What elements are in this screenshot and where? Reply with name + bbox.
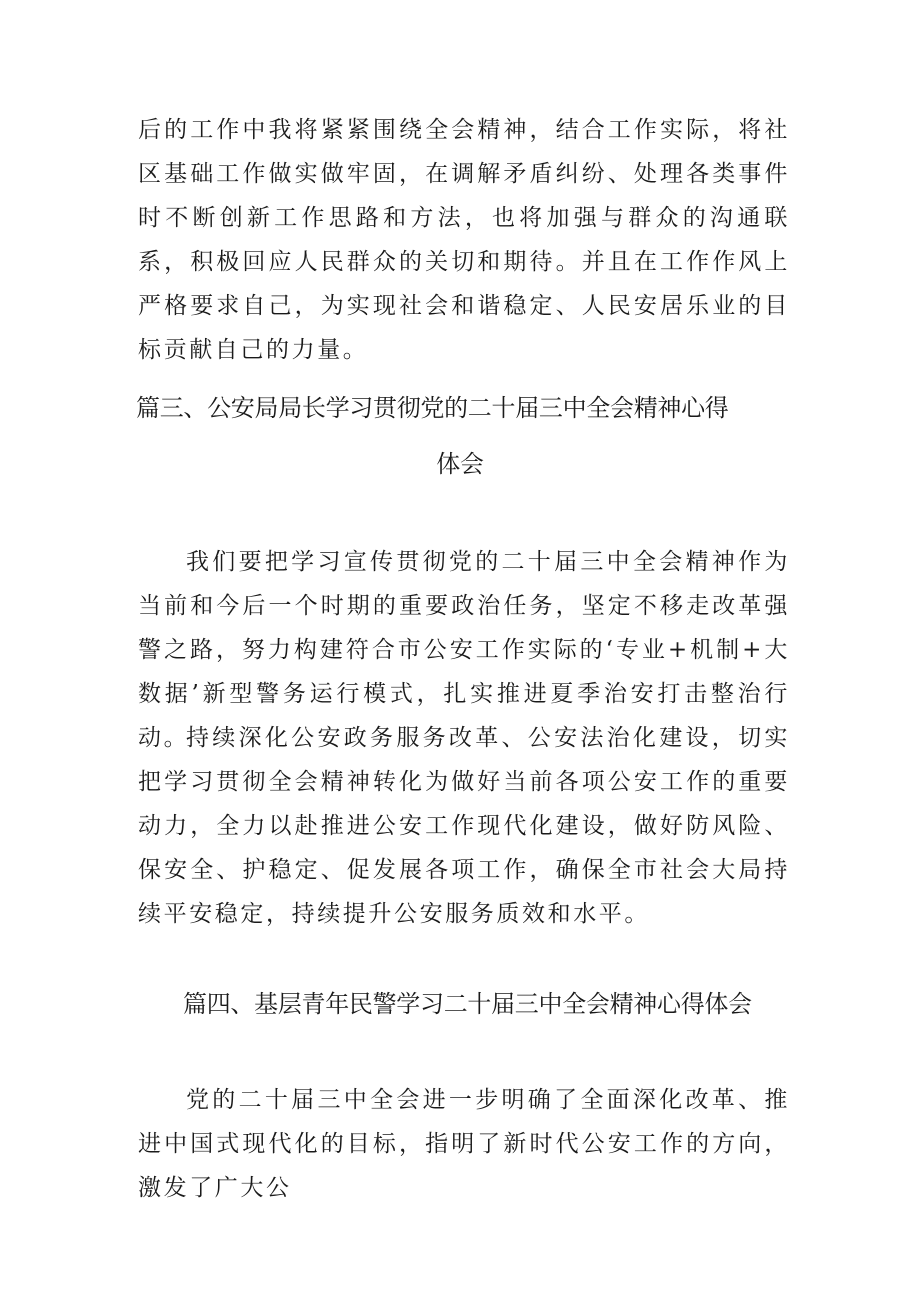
body-paragraph: 党的二十届三中全会进一步明确了全面深化改革、推进中国式现代化的目标，指明了新时代公安工作的方向，激发了广大公 — [138, 1087, 790, 1201]
body-paragraph: 持续深化公安政务服务改革、公安法治化建设，切实把学习贯彻全会精神转化为做好当前各项公安工作的重要动力，全力以赴推进公安工作现代化建设，做好防风险、保安全、护稳定、促发展各项工作，确保全市社会大局持续平安稳定，持续提升公安服务质效和水平。 — [138, 725, 790, 927]
body-paragraph: 我们要把学习宣传贯彻党的二十届三中全会精神作为当前和今后一个时期的重要政治任务，坚定不移走改革强警之路，努力构建符合市公安工作实际的‘专业+机制+大数据’新型警务运行模式，扎实推进夏季治安打击整治行动。 — [138, 549, 790, 751]
body-paragraph: 后的工作中我将紧紧围绕全会精神，结合工作实际，将社区基础工作做实做牢固，在调解矛盾纠纷、处理各类事件时不断创新工作思路和方法，也将加强与群众的沟通联系，积极回应人民群众的关切和期待。并且在工作作风上严格要求自己，为实现社会和谐稳定、人民安居乐业的目标贡献自己的力量。 — [138, 117, 790, 363]
section-heading-3-continuation: 体会 — [436, 450, 484, 478]
section-heading-4: 篇四、基层青年民警学习二十届三中全会精神心得体会 — [183, 990, 752, 1018]
section-heading-3: 篇三、公安局局长学习贯彻党的二十届三中全会精神心得 — [136, 394, 729, 422]
